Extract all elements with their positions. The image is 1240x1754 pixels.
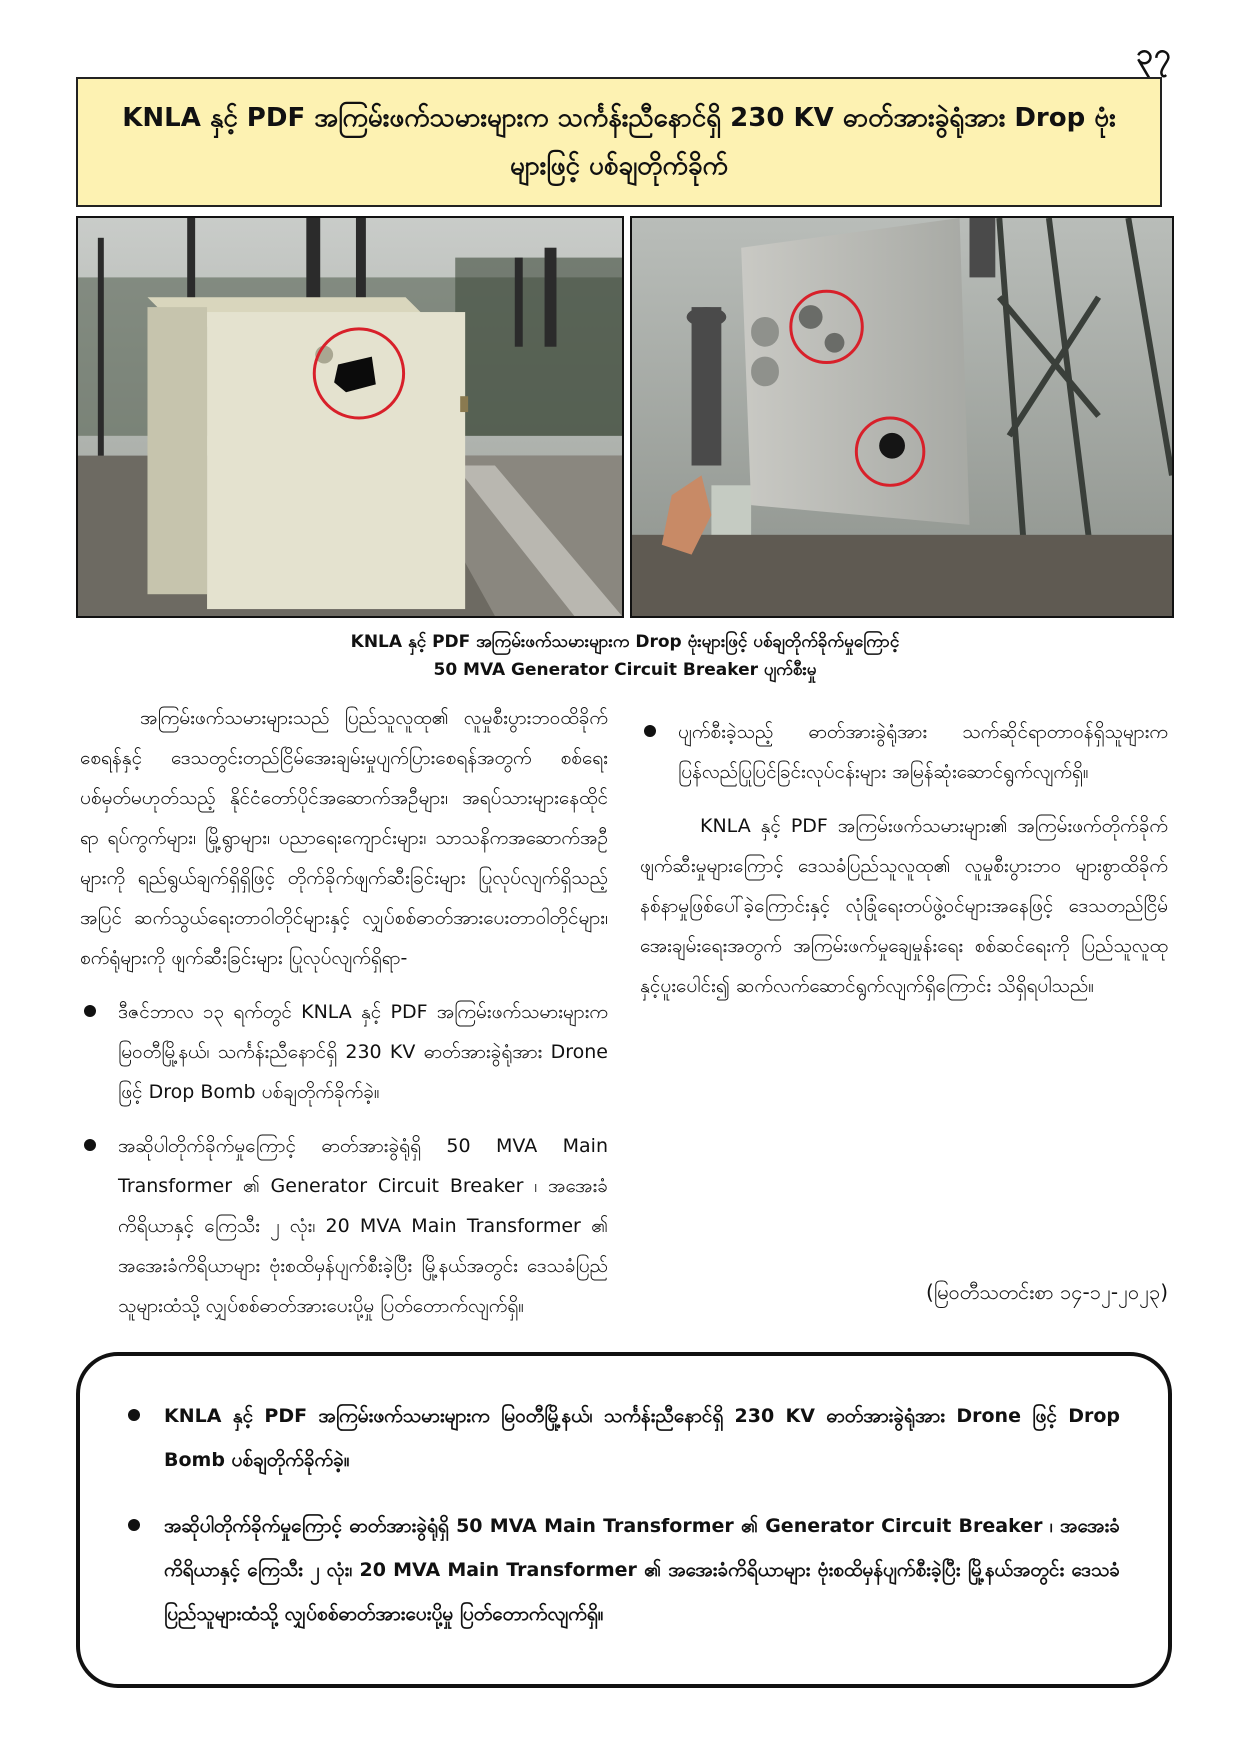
bullet-icon: [84, 1005, 96, 1017]
right-column: [640, 698, 1168, 1006]
bullet-icon: [128, 1409, 140, 1421]
summary-box: [76, 1352, 1172, 1688]
summary-text-2: အဆိုပါတိုက်ခိုက်မှုကြောင့် ဓာတ်အားခွဲရုံရှိ 50 MVA Main Transformer ၏ Generator Circuit Breaker ၊ အအေးခံကိရိယာနှင့် ကြေသီး ၂ လုံး၊ 20 MVA Main Transformer ၏ အအေးခံကိရိယာများ ဗုံးစထိမှန်ပျက်စီးခဲ့ပြီး မြို့နယ်အတွင်း ဒေသခံပြည်သူများထံသို့ လျှပ်စစ်ဓာတ်အားပေးပို့မှု ပြတ်တောက်လျက်ရှိ။: [164, 1515, 1120, 1625]
bullet-icon: [128, 1519, 140, 1531]
summary-item: [128, 1504, 1120, 1636]
bullet-icon: [644, 725, 656, 737]
photo-caption: [76, 628, 1174, 684]
photo-cabinet-damage-2: [630, 216, 1174, 618]
caption-line-1: KNLA နှင့် PDF အကြမ်းဖက်သမားများက Drop ဗုံးများဖြင့် ပစ်ချတိုက်ခိုက်မှုကြောင့်: [350, 632, 900, 652]
caption-line-2: 50 MVA Generator Circuit Breaker ပျက်စီးမှု: [433, 660, 817, 680]
article-title: KNLA နှင့် PDF အကြမ်းဖက်သမားများက သင်္ကန်းညီနောင်ရှိ 230 KV ဓာတ်အားခွဲရုံအား Drop ဗုံးများဖြင့် ပစ်ချတိုက်ခိုက်: [122, 103, 1116, 181]
bullet-text-1: ဒီဇင်ဘာလ ၁၃ ရက်တွင် KNLA နှင့် PDF အကြမ်းဖက်သမားများက မြဝတီမြို့နယ်၊ သင်္ကန်းညီနောင်ရှိ 230 KV ဓာတ်အားခွဲရုံအား Drone ဖြင့် Drop Bomb ပစ်ချတိုက်ခိုက်ခဲ့။: [118, 1001, 608, 1103]
bullet-icon: [84, 1139, 96, 1151]
summary-item: [128, 1394, 1120, 1482]
summary-text-1: KNLA နှင့် PDF အကြမ်းဖက်သမားများက မြဝတီမြို့နယ်၊ သင်္ကန်းညီနောင်ရှိ 230 KV ဓာတ်အားခွဲရုံအား Drone ဖြင့် Drop Bomb ပစ်ချတိုက်ခိုက်ခဲ့။: [164, 1405, 1120, 1471]
event-bullets-right: [640, 712, 1168, 792]
list-item: [80, 1126, 608, 1326]
news-source: (မြဝတီသတင်းစာ ၁၄-၁၂-၂၀၂၃): [925, 1280, 1168, 1304]
summary-list: [128, 1394, 1120, 1636]
event-bullets-left: [80, 992, 608, 1326]
page-number: ၃၇: [1136, 37, 1172, 72]
photo-cabinet-damage-1: [76, 216, 624, 618]
left-column: [80, 698, 608, 1340]
bullet-text-3: ပျက်စီးခဲ့သည့် ဓာတ်အားခွဲရုံအား သက်ဆိုင်ရာတာဝန်ရှိသူများက ပြန်လည်ပြုပြင်ခြင်းလုပ်ငန်းများ အမြန်ဆုံးဆောင်ရွက်လျက်ရှိ။: [678, 721, 1168, 783]
bullet-text-2: အဆိုပါတိုက်ခိုက်မှုကြောင့် ဓာတ်အားခွဲရုံရှိ 50 MVA Main Transformer ၏ Generator Circuit Breaker ၊ အအေးခံကိရိယာနှင့် ကြေသီး ၂ လုံး၊ 20 MVA Main Transformer ၏ အအေးခံကိရိယာများ ဗုံးစထိမှန်ပျက်စီးခဲ့ပြီး မြို့နယ်အတွင်း ဒေသခံပြည်သူများထံသို့ လျှပ်စစ်ဓာတ်အားပေးပို့မှု ပြတ်တောက်လျက်ရှိ။: [118, 1135, 608, 1317]
list-item: [640, 712, 1168, 792]
intro-paragraph: အကြမ်းဖက်သမားများသည် ပြည်သူလူထု၏ လူမှုစီးပွားဘဝထိခိုက်စေရန်နှင့် ဒေသတွင်းတည်ငြိမ်အေးချမ်းမှုပျက်ပြားစေရန်အတွက် စစ်ရေးပစ်မှတ်မဟုတ်သည့် နိုင်ငံတော်ပိုင်အဆောက်အဦများ၊ အရပ်သားများနေထိုင်ရာ ရပ်ကွက်များ၊ မြို့ရွာများ၊ ပညာရေးကျောင်းများ၊ သာသနိကအဆောက်အဦများကို ရည်ရွယ်ချက်ရှိရှိဖြင့် တိုက်ခိုက်ဖျက်ဆီးခြင်းများ ပြုလုပ်လျက်ရှိသည့်အပြင် ဆက်သွယ်ရေးတာဝါတိုင်များနှင့် လျှပ်စစ်ဓာတ်အားပေးတာဝါတိုင်များ၊ စက်ရုံများကို ဖျက်ဆီးခြင်းများ ပြုလုပ်လျက်ရှိရာ-: [80, 707, 608, 969]
closing-paragraph: KNLA နှင့် PDF အကြမ်းဖက်သမားများ၏ အကြမ်းဖက်တိုက်ခိုက်ဖျက်ဆီးမှုများကြောင့် ဒေသခံပြည်သူလူထု၏ လူမှုစီးပွားဘဝ များစွာထိခိုက်နစ်နာမှုဖြစ်ပေါ်ခဲ့ကြောင်းနှင့် လုံခြုံရေးတပ်ဖွဲ့ဝင်များအနေဖြင့် ဒေသတည်ငြိမ်အေးချမ်းရေးအတွက် အကြမ်းဖက်မှုချေမှုန်းရေး စစ်ဆင်ရေးကို ပြည်သူလူထုနှင့်ပူးပေါင်း၍ ဆက်လက်ဆောင်ရွက်လျက်ရှိကြောင်း သိရှိရပါသည်။: [640, 815, 1168, 997]
article-title-banner: [76, 77, 1162, 207]
list-item: [80, 992, 608, 1112]
